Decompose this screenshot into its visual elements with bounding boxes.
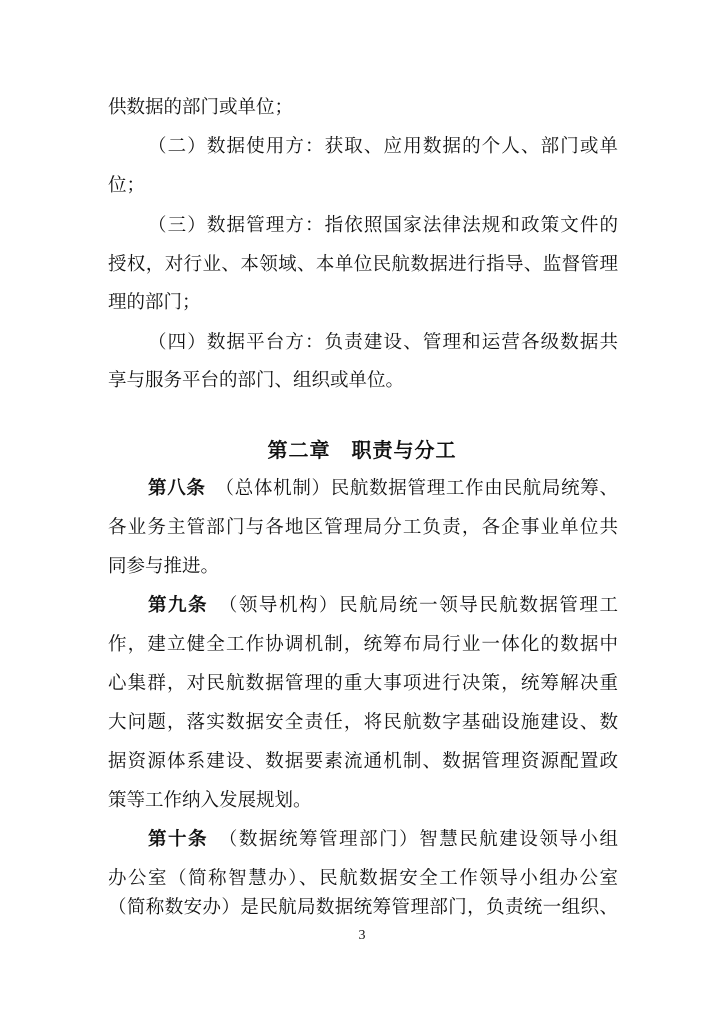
body-line: 供数据的部门或单位； — [108, 97, 294, 118]
page-number: 3 — [358, 928, 366, 943]
article-10-line: 办公室（简称智慧办）、民航数据安全工作领导小组办公室 — [108, 868, 618, 889]
body-line: 享与服务平台的部门、组织或单位。 — [108, 370, 405, 391]
body-line: 理的部门； — [108, 292, 201, 313]
article-8-line: 同参与推进。 — [108, 556, 220, 577]
article-10-line — [148, 828, 618, 852]
body-line: （三）数据管理方：指依照国家法律法规和政策文件的 — [148, 215, 618, 236]
article-8-text: （总体机制）民航数据管理工作由民航局统筹、 — [224, 478, 618, 499]
article-9-line: 作，建立健全工作协调机制，统筹布局行业一体化的数据中 — [108, 634, 618, 655]
article-8-line — [148, 477, 618, 501]
article-9-line — [148, 594, 618, 618]
article-10-line: （简称数安办）是民航局数据统筹管理部门，负责统一组织、 — [108, 897, 618, 918]
article-8-line: 各业务主管部门与各地区管理局分工负责，各企事业单位共 — [108, 517, 618, 538]
article-9-line: 心集群，对民航数据管理的重大事项进行决策，统筹解决重 — [108, 673, 618, 694]
body-line: （四）数据平台方：负责建设、管理和运营各级数据共 — [148, 332, 618, 353]
article-10-text: （数据统筹管理部门）智慧民航建设领导小组 — [228, 829, 618, 850]
article-9-text: （领导机构）民航局统一领导民航数据管理工 — [228, 595, 618, 616]
chapter-heading: 第二章 职责与分工 — [267, 438, 457, 462]
body-line: 位； — [108, 175, 146, 196]
body-line: （二）数据使用方：获取、应用数据的个人、部门或单 — [148, 136, 618, 157]
article-9-line: 大问题，落实数据安全责任，将民航数字基础设施建设、数 — [108, 712, 618, 733]
article-10-title: 第十条 — [148, 829, 209, 850]
article-9-line: 策等工作纳入发展规划。 — [108, 790, 312, 811]
article-9-line: 据资源体系建设、数据要素流通机制、数据管理资源配置政 — [108, 751, 618, 772]
body-line: 授权，对行业、本领域、本单位民航数据进行指导、监督管理 — [108, 254, 618, 275]
article-8-title: 第八条 — [148, 478, 206, 499]
article-9-title: 第九条 — [148, 595, 209, 616]
